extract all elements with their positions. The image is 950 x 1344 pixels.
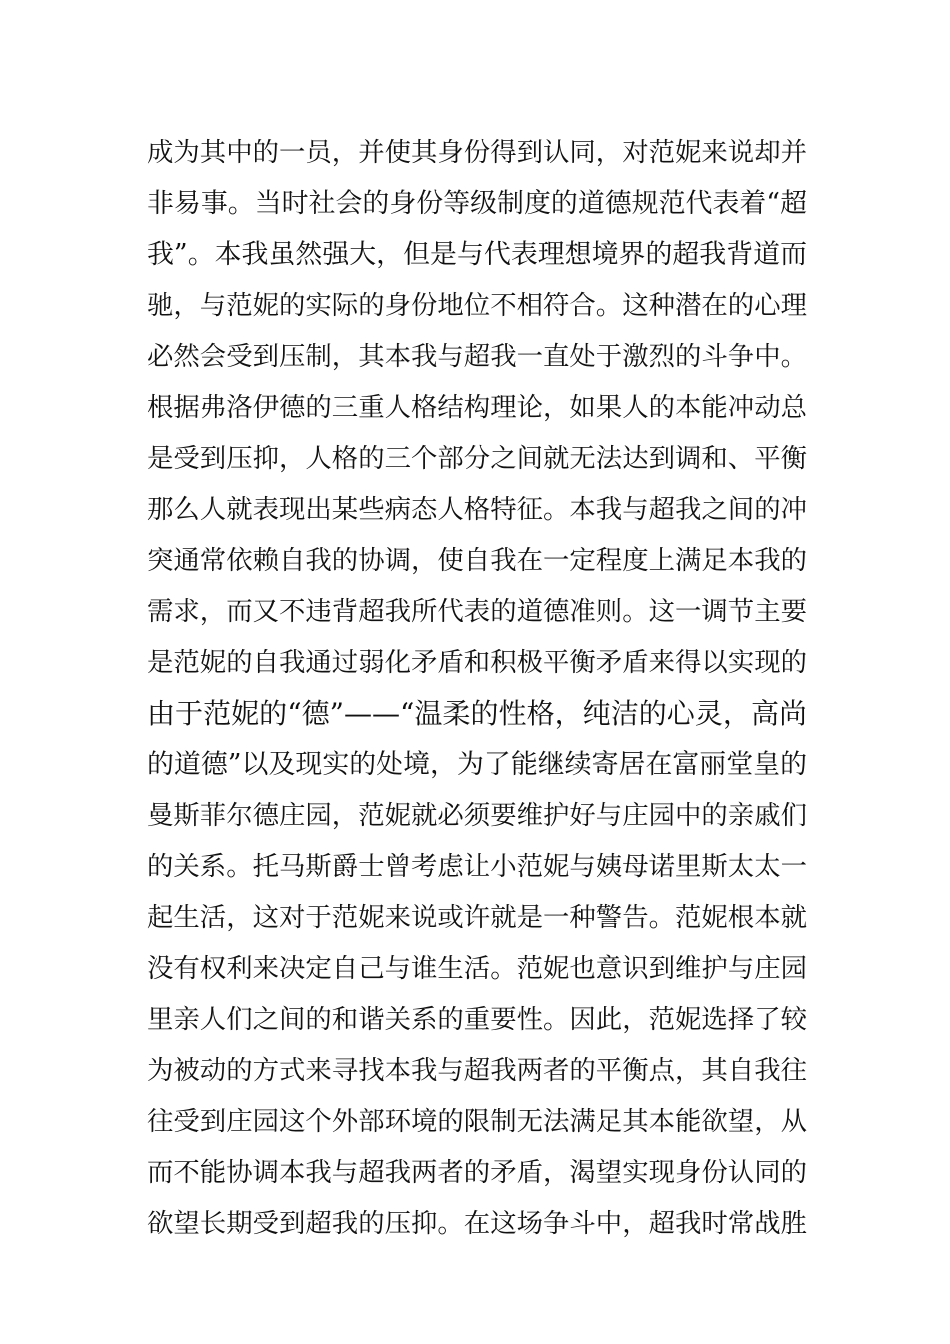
body-paragraph: [147, 127, 807, 1249]
text-line: 而不能协调本我与超我两者的矛盾，渴望实现身份认同的: [147, 1157, 807, 1188]
text-line: 是受到压抑，人格的三个部分之间就无法达到调和、平衡: [147, 443, 807, 474]
text-line: 必然会受到压制，其本我与超我一直处于激烈的斗争中。: [147, 341, 807, 372]
text-line: 需求，而又不违背超我所代表的道德准则。这一调节主要: [147, 596, 807, 627]
text-line: 的关系。托马斯爵士曾考虑让小范妮与姨母诺里斯太太一: [147, 851, 807, 882]
text-line: 没有权利来决定自己与谁生活。范妮也意识到维护与庄园: [147, 953, 807, 984]
text-line: 欲望长期受到超我的压抑。在这场争斗中，超我时常战胜: [147, 1208, 807, 1239]
text-line: 驰，与范妮的实际的身份地位不相符合。这种潜在的心理: [147, 290, 807, 321]
text-line: 曼斯菲尔德庄园，范妮就必须要维护好与庄园中的亲戚们: [147, 800, 807, 831]
text-line: 由于范妮的“德”——“温柔的性格，纯洁的心灵，高尚: [147, 697, 808, 730]
text-line: 是范妮的自我通过弱化矛盾和积极平衡矛盾来得以实现的: [147, 647, 807, 678]
text-line: 根据弗洛伊德的三重人格结构理论，如果人的本能冲动总: [147, 392, 807, 423]
text-line: 里亲人们之间的和谐关系的重要性。因此，范妮选择了较: [147, 1004, 807, 1035]
text-line: 成为其中的一员，并使其身份得到认同，对范妮来说却并: [147, 137, 807, 168]
text-line: 我”。本我虽然强大，但是与代表理想境界的超我背道而: [147, 239, 807, 270]
text-line: 为被动的方式来寻找本我与超我两者的平衡点，其自我往: [147, 1055, 807, 1086]
text-line: 那么人就表现出某些病态人格特征。本我与超我之间的冲: [147, 494, 807, 525]
text-line: 往受到庄园这个外部环境的限制无法满足其本能欲望，从: [147, 1106, 807, 1137]
text-line: 突通常依赖自我的协调，使自我在一定程度上满足本我的: [147, 545, 807, 576]
text-line: 起生活，这对于范妮来说或许就是一种警告。范妮根本就: [147, 902, 807, 933]
text-line: 非易事。当时社会的身份等级制度的道德规范代表着“超: [147, 188, 807, 219]
text-line: 的道德”以及现实的处境，为了能继续寄居在富丽堂皇的: [147, 749, 807, 780]
